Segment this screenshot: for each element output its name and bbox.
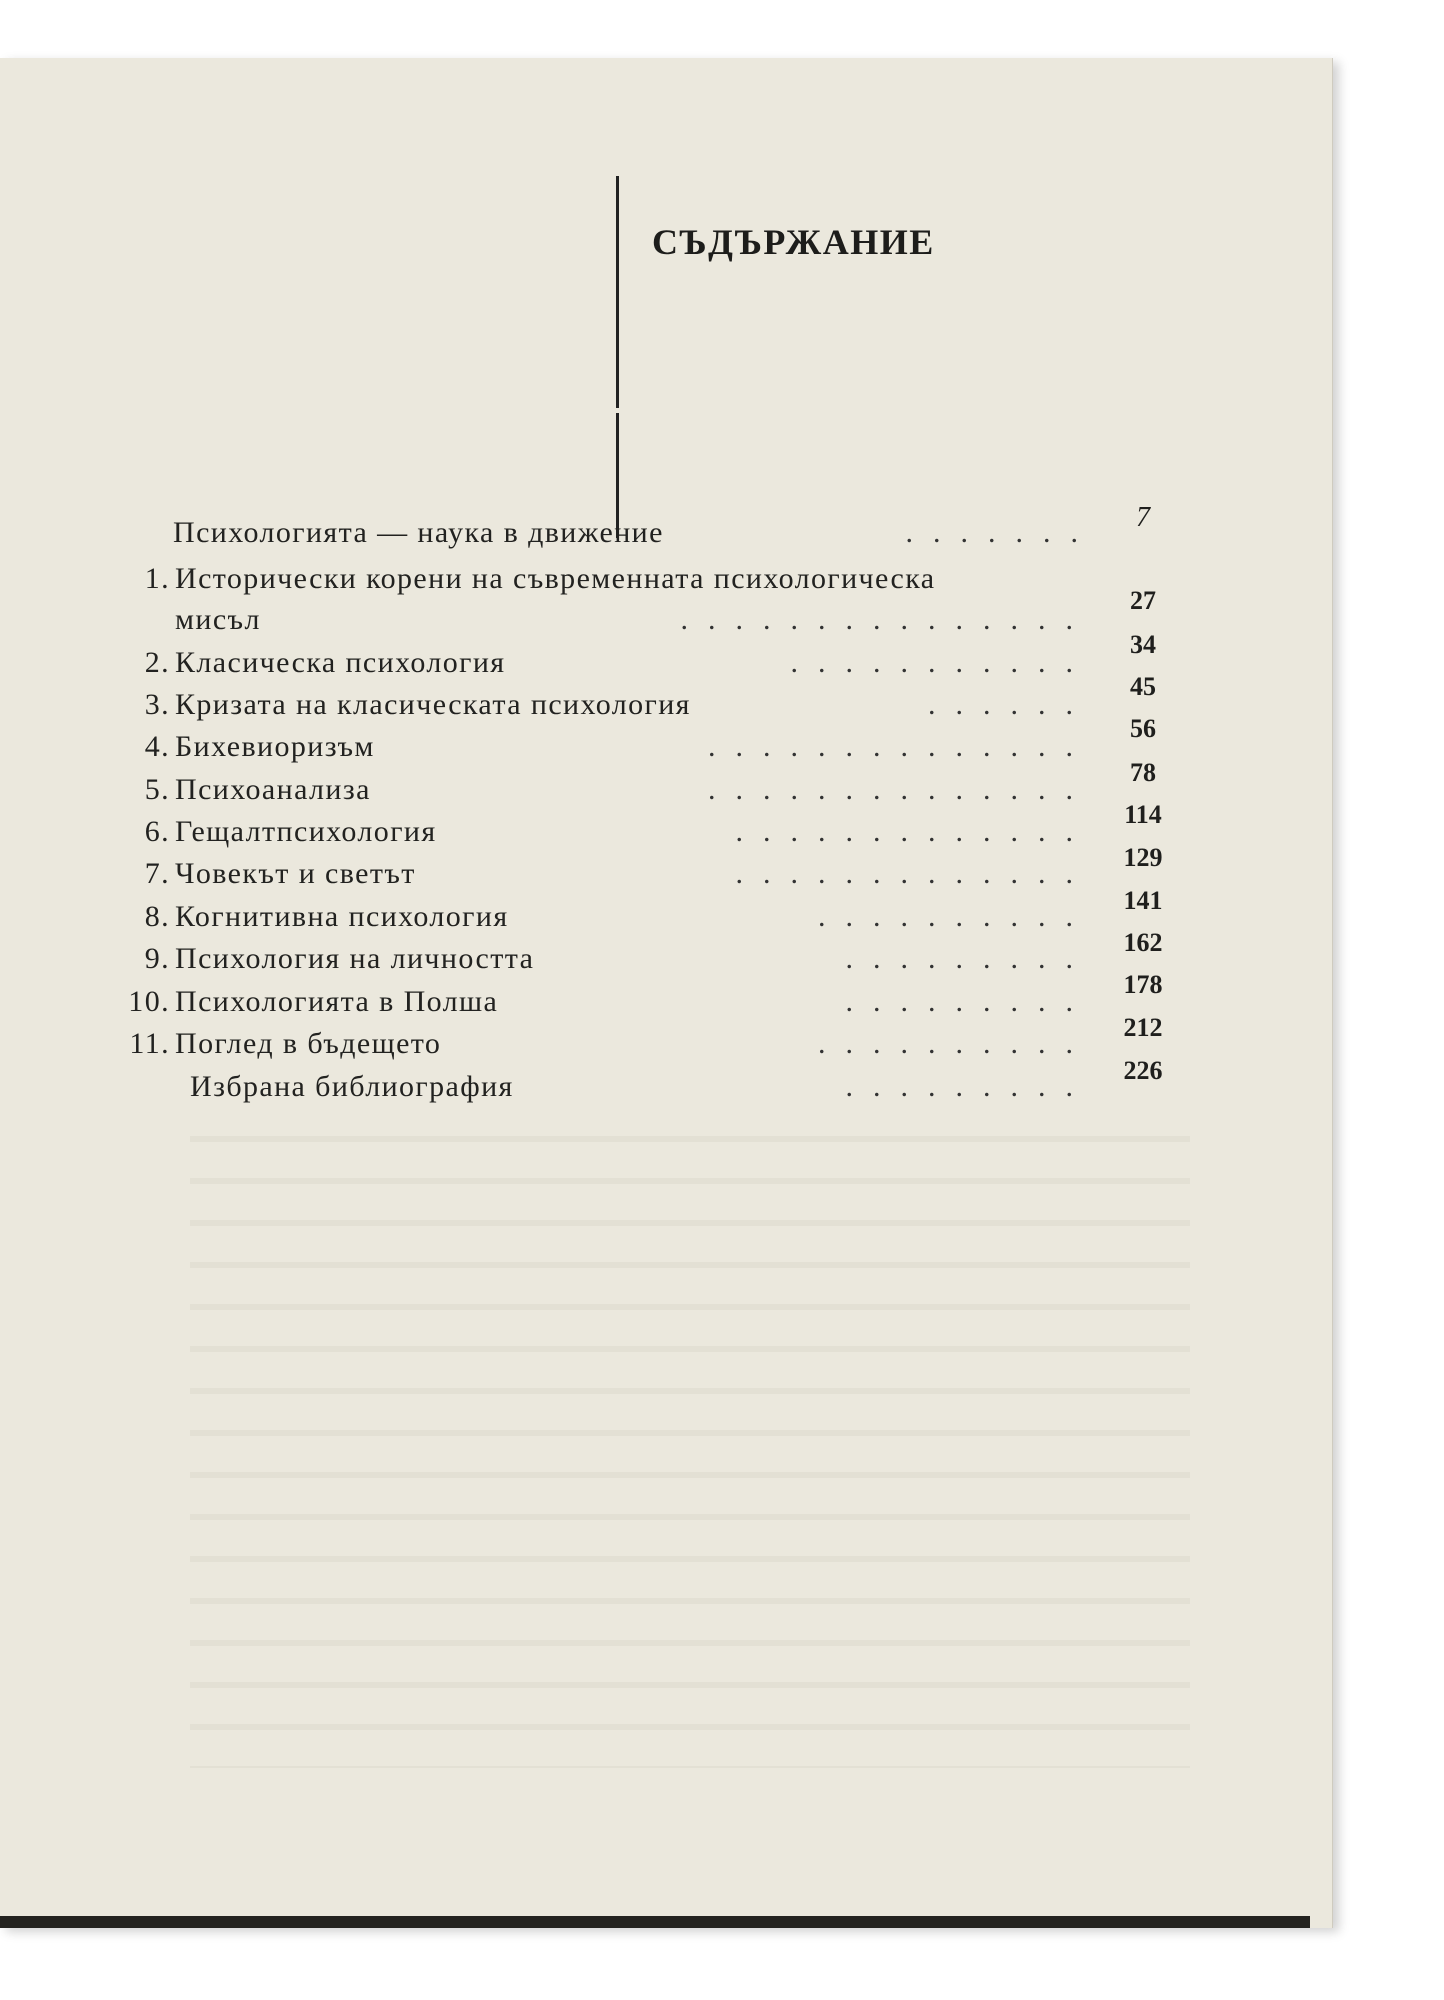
toc-entry-title: Човекът и светът xyxy=(175,857,416,890)
toc-entry-title: Избрана библиография xyxy=(190,1070,514,1103)
toc-page-number: 178 xyxy=(1123,970,1163,999)
leader-dots: ...... xyxy=(928,688,1093,721)
toc-entry-title: Когнитивна психология xyxy=(175,900,509,933)
toc-entry-number: 9. xyxy=(144,942,170,975)
leader-dots: ............... xyxy=(680,603,1093,636)
toc-page-number: 34 xyxy=(1130,630,1156,659)
toc-entry-number: 6. xyxy=(144,815,170,848)
toc-entry xyxy=(128,1070,1128,1114)
book-cover-edge xyxy=(0,1916,1310,1928)
vertical-rule-top xyxy=(616,176,619,408)
toc-page-number: 141 xyxy=(1123,886,1163,915)
toc-entry-title: Исторически корени на съвременната психологическа xyxy=(175,562,936,595)
toc-entry-continuation xyxy=(128,603,1128,647)
toc-page-number: 78 xyxy=(1130,758,1156,787)
toc-page-number: 56 xyxy=(1130,714,1156,743)
leader-dots: ........... xyxy=(790,646,1093,679)
toc-page-number: 226 xyxy=(1123,1056,1163,1085)
toc-entry-title: Психоанализа xyxy=(175,773,371,806)
leader-dots: ............. xyxy=(735,857,1093,890)
toc-entry xyxy=(128,857,1128,901)
toc-entry-number: 2. xyxy=(144,646,170,679)
toc-entry-title: Психологията в Полша xyxy=(175,985,499,1018)
toc-entry xyxy=(128,942,1128,986)
toc-entry-title: Гещалтпсихология xyxy=(175,815,437,848)
toc-entry-number: 5. xyxy=(144,773,170,806)
toc-entry-number: 3. xyxy=(144,688,170,721)
leader-dots: ....... xyxy=(905,516,1098,549)
toc-entry-title-continuation: мисъл xyxy=(175,603,261,636)
toc-entry xyxy=(128,516,1128,560)
toc-entry-number: 8. xyxy=(144,900,170,933)
leader-dots: ......... xyxy=(845,942,1093,975)
show-through-text xyxy=(190,1108,1190,1768)
toc-entry xyxy=(128,730,1128,774)
toc-entry xyxy=(128,985,1128,1029)
toc-heading: СЪДЪРЖАНИЕ xyxy=(652,222,935,262)
toc-entry-title: Психологията — наука в движение xyxy=(173,516,664,549)
toc-page-number: 27 xyxy=(1130,586,1156,615)
toc-page-number: 7 xyxy=(1136,502,1150,533)
book-page xyxy=(0,58,1333,1928)
leader-dots: ............. xyxy=(735,815,1093,848)
toc-entry-number: 7. xyxy=(144,857,170,890)
leader-dots: .......... xyxy=(818,900,1093,933)
toc-entry-number: 4. xyxy=(144,730,170,763)
leader-dots: .............. xyxy=(708,773,1093,806)
leader-dots: .............. xyxy=(708,730,1093,763)
toc-entry xyxy=(128,815,1128,859)
toc-page-number: 129 xyxy=(1123,843,1163,872)
leader-dots: ......... xyxy=(845,1070,1093,1103)
toc-entry-title: Кризата на класическата психология xyxy=(175,688,691,721)
toc-entry-title: Бихевиоризъм xyxy=(175,730,375,763)
toc-entry-title: Класическа психология xyxy=(175,646,506,679)
toc-page-number: 212 xyxy=(1123,1013,1163,1042)
toc-entry-title: Психология на личността xyxy=(175,942,535,975)
toc-entry xyxy=(128,688,1128,732)
leader-dots: ......... xyxy=(845,985,1093,1018)
toc-entry xyxy=(128,900,1128,944)
toc-page-number: 114 xyxy=(1124,800,1162,829)
toc-entry-title: Поглед в бъдещето xyxy=(175,1027,442,1060)
toc-entry-number: 1. xyxy=(144,562,170,595)
toc-page-number: 45 xyxy=(1130,672,1156,701)
toc-entry-number: 11. xyxy=(129,1027,170,1060)
toc-entry xyxy=(128,1027,1128,1071)
toc-entry-number: 10. xyxy=(128,985,170,1018)
toc-page-number: 162 xyxy=(1123,928,1163,957)
toc-entry xyxy=(128,562,1128,606)
toc-entry xyxy=(128,646,1128,690)
toc-entry xyxy=(128,773,1128,817)
leader-dots: .......... xyxy=(818,1027,1093,1060)
